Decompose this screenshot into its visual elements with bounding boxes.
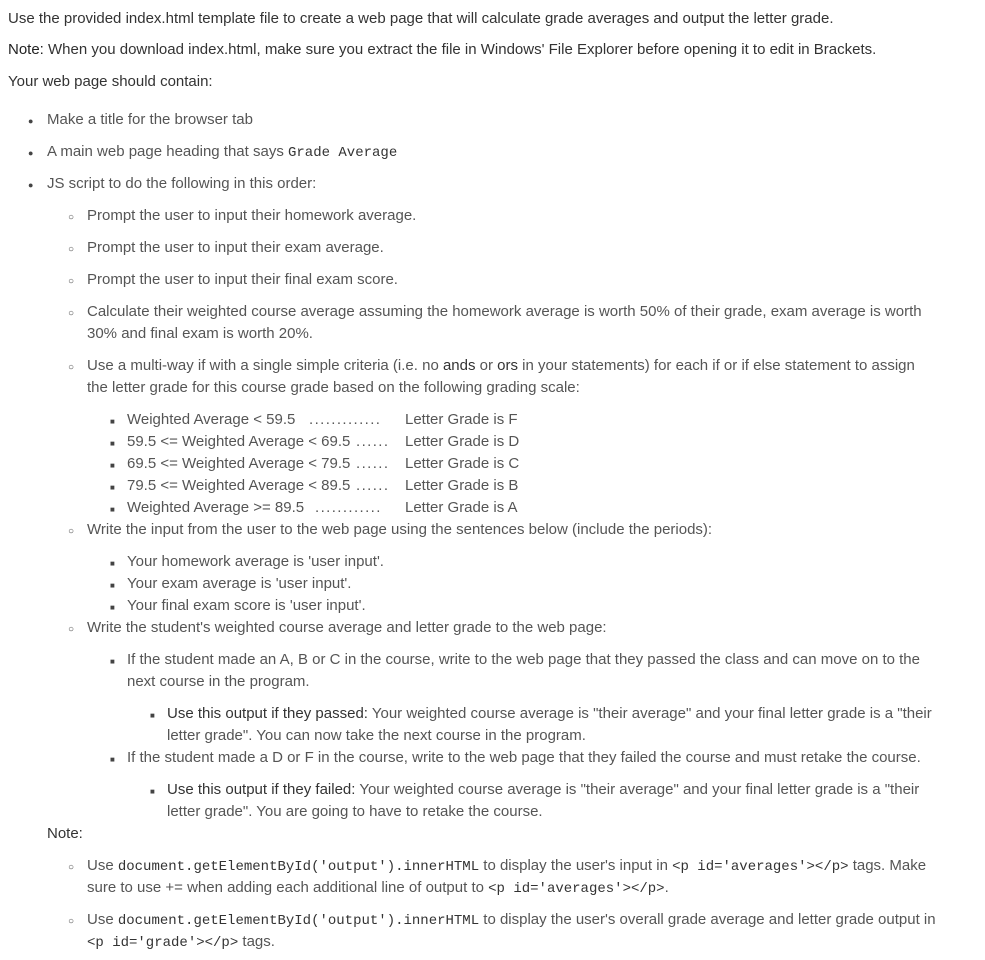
write-average-heading: Write the student's weighted course average and letter grade to the web page: [87,619,607,636]
scale-dots: ............. [309,411,382,428]
pass-output-text: Your weighted course average is "their average" and your final letter grade is a "their [367,705,932,722]
fail-output-label: Use this output if they failed: [167,781,356,798]
note-tag-code: <p id='averages'></p> [672,859,849,875]
note-text: tags. [238,933,275,950]
bullet-icon [28,174,33,195]
sentence-homework: Your homework average is 'user input'. [127,553,384,570]
scale-range: Weighted Average < 59.5 [127,411,296,428]
item-title-tab: Make a title for the browser tab [47,111,253,128]
step-multiway-line1 [87,356,915,376]
note-text: to display the user's input in [479,857,673,874]
note-code: document.getElementById('output').innerHTML [117,913,480,929]
bullet-icon [28,142,33,163]
note-grade-line2 [87,932,275,953]
scale-range: Weighted Average >= 89.5 [127,499,305,516]
bullet-icon [28,110,33,131]
download-note [8,40,876,60]
fail-output-line2: letter grade". You are going to have to retake the course. [167,803,543,820]
circle-bullet-icon [68,270,74,292]
note-tag-code: <p id='averages'></p> [488,881,665,897]
scale-range: 79.5 <= Weighted Average < 89.5 [127,477,351,494]
scale-grade: Letter Grade is A [405,499,518,516]
pass-output-line1 [167,704,932,724]
sentence-final: Your final exam score is 'user input'. [127,597,366,614]
scale-grade: Letter Grade is D [405,433,520,450]
square-bullet-icon [110,410,115,432]
note-tag-code: <p id='grade'></p> [87,935,239,951]
note-text: . [664,879,669,896]
scale-grade: Letter Grade is F [405,411,518,428]
ands-word: ands [442,357,476,374]
pass-output-line2: letter grade". You can now take the next course in the program. [167,727,586,744]
fail-output-line1 [167,780,919,800]
circle-bullet-icon [68,520,74,542]
square-bullet-icon [110,552,115,574]
circle-bullet-icon [68,206,74,228]
note-text: Use [87,911,118,928]
scale-dots: ...... [356,433,390,450]
square-bullet-icon [110,498,115,520]
note-grade-line1 [87,910,936,931]
pass-output-label: Use this output if they passed: [167,705,368,722]
heading-text: A main web page heading that says [47,143,288,160]
contain-heading: Your web page should contain: [8,73,213,90]
step-homework: Prompt the user to input their homework average. [87,207,417,224]
note-label: Note: [8,41,44,58]
square-bullet-icon [110,574,115,596]
scale-grade: Letter Grade is C [405,455,520,472]
step-exam: Prompt the user to input their exam average. [87,239,384,256]
square-bullet-icon [150,704,155,726]
step-calc-line1: Calculate their weighted course average assuming the homework average is worth 50% of their grade, exam average is worth [87,303,922,320]
square-bullet-icon [110,432,115,454]
scale-range: 59.5 <= Weighted Average < 69.5 [127,433,351,450]
sentence-exam: Your exam average is 'user input'. [127,575,352,592]
notes-label: Note: [47,825,83,842]
circle-bullet-icon [68,302,74,324]
circle-bullet-icon [68,856,74,878]
scale-range: 69.5 <= Weighted Average < 79.5 [127,455,351,472]
note-text: sure to use += when adding each additional line of output to [87,879,489,896]
fail-output-text: Your weighted course average is "their average" and your final letter grade is a "their [355,781,920,798]
multiway-text: Use a multi-way if with a single simple criteria (i.e. no [87,357,443,374]
circle-bullet-icon [68,618,74,640]
scale-dots: ...... [356,477,390,494]
circle-bullet-icon [68,356,74,378]
note-averages-line2 [87,878,669,899]
square-bullet-icon [150,780,155,802]
step-multiway-line2: the letter grade for this course grade based on the following grading scale: [87,379,580,396]
note-text: When you download index.html, make sure you extract the file in Windows' File Explorer before opening it to edit in Brackets. [43,41,877,58]
item-heading [47,142,397,163]
intro-line: Use the provided index.html template file to create a web page that will calculate grade averages and output the letter grade. [8,10,834,27]
heading-code: Grade Average [288,145,398,161]
multiway-text: in your statements) for each if or if else statement to assign [518,357,915,374]
circle-bullet-icon [68,910,74,932]
note-code: document.getElementById('output').innerHTML [117,859,480,875]
square-bullet-icon [110,748,115,770]
scale-dots: ...... [356,455,390,472]
multiway-text: or [475,357,498,374]
square-bullet-icon [110,454,115,476]
item-js: JS script to do the following in this order: [47,175,317,192]
square-bullet-icon [110,476,115,498]
step-final: Prompt the user to input their final exam score. [87,271,398,288]
pass-rule-line1: If the student made an A, B or C in the course, write to the web page that they passed the class and can move on to the [127,651,920,668]
fail-rule: If the student made a D or F in the course, write to the web page that they failed the course and must retake the course. [127,749,921,766]
square-bullet-icon [110,650,115,672]
note-averages-line1 [87,856,926,877]
scale-dots: ............ [315,499,382,516]
write-input-heading: Write the input from the user to the web page using the sentences below (include the periods): [87,521,713,538]
note-text: Use [87,857,118,874]
ors-word: ors [497,357,519,374]
note-text: to display the user's overall grade average and letter grade output in [479,911,936,928]
square-bullet-icon [110,596,115,618]
circle-bullet-icon [68,238,74,260]
pass-rule-line2: next course in the program. [127,673,310,690]
note-text: tags. Make [848,857,927,874]
scale-grade: Letter Grade is B [405,477,519,494]
step-calc-line2: 30% and final exam is worth 20%. [87,325,313,342]
